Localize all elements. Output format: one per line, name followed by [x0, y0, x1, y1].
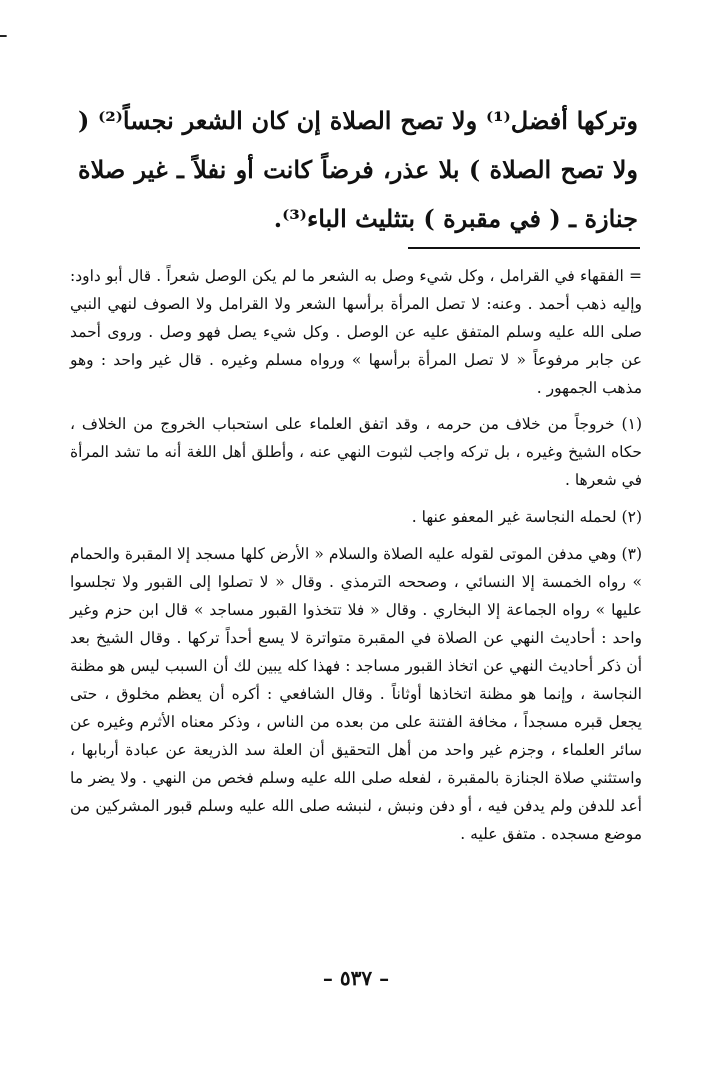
- page-number: – ٥٣٧ –: [322, 966, 390, 990]
- footnote-1: (١) خروجاً من خلاف من حرمه ، وقد اتفق العلماء على استحباب الخروج من الخلاف ، حكاه الشيخ وغيره ، بل تركه واجب لثبوت النهي عنه ، وأطلق أهل اللغة أنه ما تشد المرأة في شعرها .: [70, 415, 642, 489]
- main-text-block: [78, 96, 638, 243]
- footnote-3: (٣) وهي مدفن الموتى لقوله عليه الصلاة والسلام « الأرض كلها مسجد إلا المقبرة والحمام » رواه الخمسة إلا النسائي ، وصححه الترمذي . وقال « لا تصلوا إلى القبور ولا تجلسوا عليها » رواه الجماعة إلا البخاري . وقال « فلا تتخذوا القبور مساجد » قال ابن حزم وغير واحد : أحاديث النهي عن الصلاة في المقبرة متواترة لا يسع أحداً تركها . وقال الشيخ بعد أن ذكر أحاديث النهي عن اتخاذ القبور مساجد : فهذا كله يبين لك أن السبب ليس هو مظنة النجاسة ، وإنما هو مظنة اتخاذها أوثاناً . وقال الشافعي : أكره أن يعظم مخلوق ، حتى يجعل قبره مسجداً ، مخافة الفتنة على من بعده من الناس ، وذكر معناه الأثرم وغيره عن سائر العلماء ، وجزم غير واحد من أهل التحقيق أن العلة سد الذريعة عن عبادة أربابها ، واستثني صلاة الجنازة بالمقبرة ، لفعله صلى الله عليه وسلم فخص من النهي . ولا يضر ما أعد للدفن ولم يدفن فيه ، أو دفن ونبش ، لنبشه صلى الله عليه وسلم قبور المشركين من موضع مسجده . متفق عليه .: [70, 545, 642, 843]
- corner-mark: ـ: [0, 18, 7, 43]
- footnotes-block: [70, 262, 642, 857]
- footnote-separator: [408, 247, 640, 249]
- footnote-2: (٢) لحمله النجاسة غير المعفو عنها .: [411, 508, 642, 526]
- footnote-continuation: = الفقهاء في القرامل ، وكل شيء وصل به الشعر ما لم يكن الوصل شعراً . قال أبو داود: وإليه ذهب أحمد . وعنه: لا تصل المرأة برأسها الشعر ولا القرامل ولا الصوف لنهي النبي صلى الله عليه وسلم المتفق عليه عن الوصل . وكل شيء يصل فهو وصل . وروى أحمد عن جابر مرفوعاً « لا تصل المرأة برأسها » ورواه مسلم وغيره . قال غير واحد : وهو مذهب الجمهور .: [70, 267, 642, 397]
- main-paragraph: وتركها أفضل⁽¹⁾ ولا تصح الصلاة إن كان الشعر نجساً⁽²⁾ ( ولا تصح الصلاة ) بلا عذر، فرضاً كانت أو نفلاً ـ غير صلاة جنازة ـ ( في مقبرة ) بتثليث الباء⁽³⁾.: [78, 106, 638, 233]
